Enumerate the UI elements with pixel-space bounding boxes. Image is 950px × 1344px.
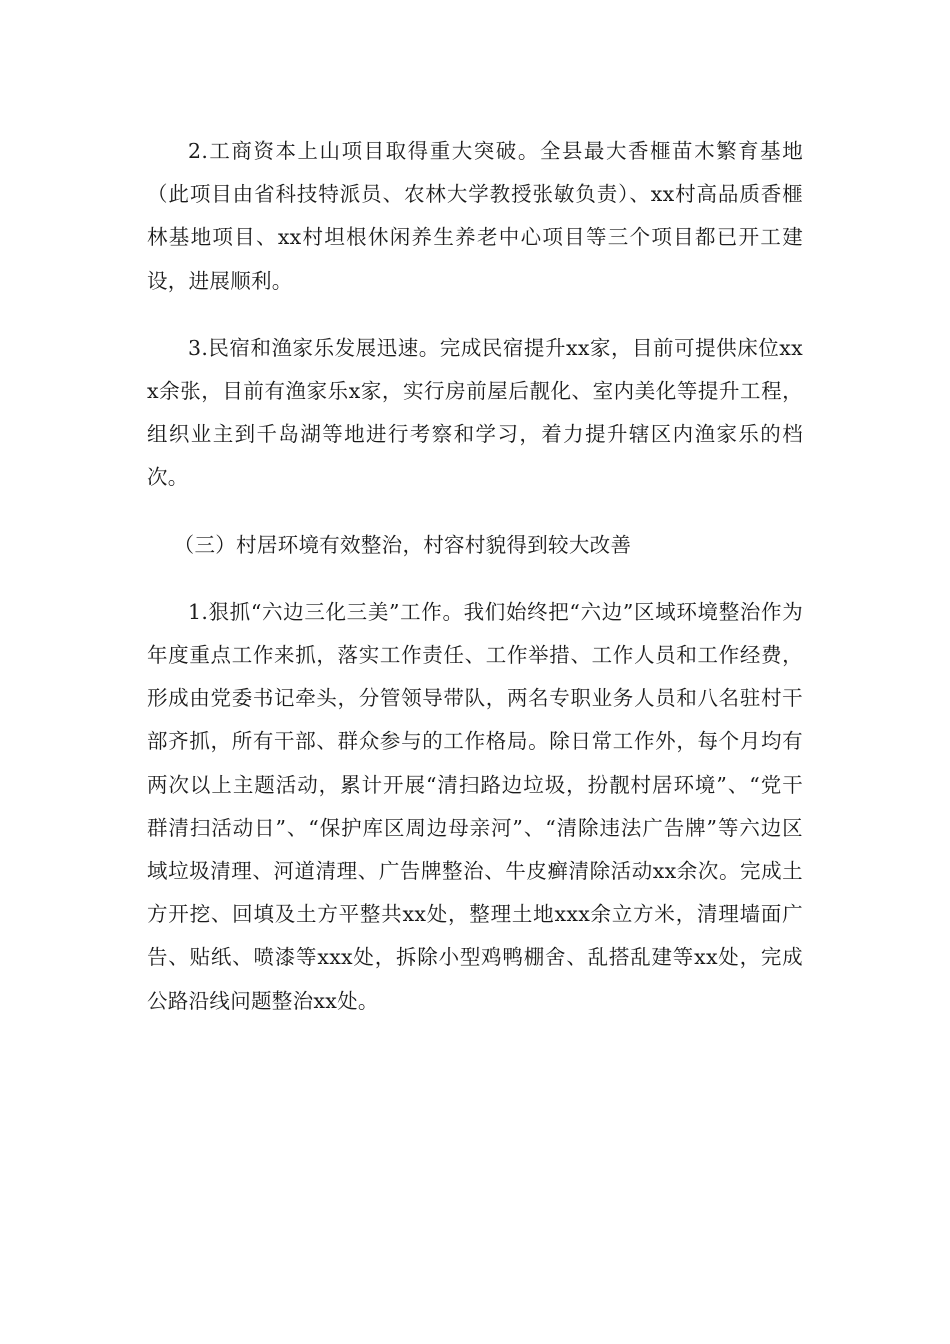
- document-page: [147, 130, 803, 1047]
- paragraph-homestay: 3.民宿和渔家乐发展迅速。完成民宿提升xx家，目前可提供床位xxx余张，目前有渔家乐x家，实行房前屋后靓化、室内美化等提升工程，组织业主到千岛湖等地进行考察和学习，着力提升辖区内渔家乐的档次。: [147, 335, 803, 490]
- section-heading-village-environment: （三）村居环境有效整治，村容村貌得到较大改善: [173, 532, 632, 557]
- paragraph-industrial-capital: 2.工商资本上山项目取得重大突破。全县最大香榧苗木繁育基地（此项目由省科技特派员、农林大学教授张敏负责）、xx村高品质香榧林基地项目、xx村坦根休闲养生养老中心项目等三个项目都已开工建设，进展顺利。: [147, 139, 803, 293]
- paragraph-six-sides-work: 1.狠抓“六边三化三美”工作。我们始终把“六边”区域环境整治作为年度重点工作来抓，落实工作责任、工作举措、工作人员和工作经费，形成由党委书记牵头，分管领导带队，两名专职业务人员和八名驻村干部齐抓，所有干部、群众参与的工作格局。除日常工作外，每个月均有两次以上主题活动，累计开展“清扫路边垃圾，扮靓村居环境”、“党干群清扫活动日”、“保护库区周边母亲河”、“清除违法广告牌”等六边区域垃圾清理、河道清理、广告牌整治、牛皮癣清除活动xx余次。完成土方开挖、回填及土方平整共xx处，整理土地xxx余立方米，清理墙面广告、贴纸、喷漆等xxx处，拆除小型鸡鸭棚舍、乱搭乱建等xx处，完成公路沿线问题整治xx处。: [147, 599, 803, 1013]
